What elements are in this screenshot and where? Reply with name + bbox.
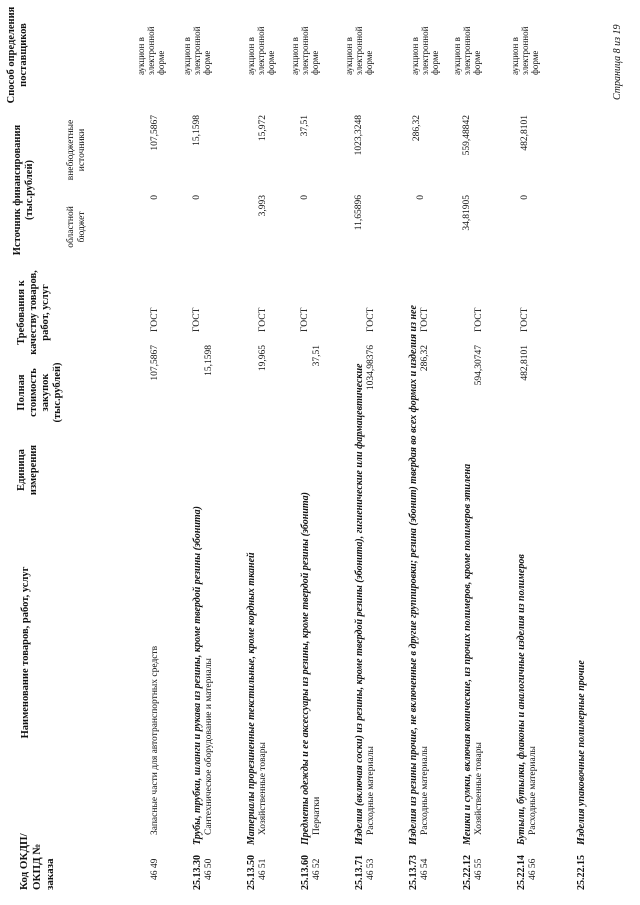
row-regional: 0 <box>150 195 160 200</box>
section-code: 25.22.15 <box>576 855 587 890</box>
row-name: Запасные части для автотранспортных средств <box>150 645 160 835</box>
row-name: Сантехническое оборудование и материалы <box>204 658 214 835</box>
row-cost: 482,8101 <box>520 345 530 381</box>
row-external: 15,1598 <box>192 115 202 146</box>
section-code: 25.22.12 <box>462 855 473 890</box>
row-req: ГОСТ <box>420 307 430 332</box>
header-financing <box>12 115 132 265</box>
row-req: ГОСТ <box>258 307 268 332</box>
row-code: 46 51 <box>258 858 268 880</box>
row-req: ГОСТ <box>520 307 530 332</box>
row-way: аукцион в электронной форме <box>410 26 440 75</box>
row-name: Расходные материалы <box>366 746 376 835</box>
row-req: ГОСТ <box>192 307 202 332</box>
row-req: ГОСТ <box>366 307 376 332</box>
header-unit: Единица измерения <box>16 444 39 496</box>
table-row <box>136 0 166 890</box>
row-external: 482,8101 <box>520 115 530 151</box>
row-cost: 19,965 <box>258 345 268 372</box>
section-code: 25.13.50 <box>246 855 257 890</box>
row-req: ГОСТ <box>300 307 310 332</box>
header-regional-budget: областной бюджет <box>66 206 87 248</box>
header-cost: Полная стоимость закупок (тыс.рублей) <box>16 362 63 423</box>
row-name: Расходные материалы <box>420 746 430 835</box>
row-way: аукцион в электронной форме <box>182 26 212 75</box>
page-number: Страница 8 из 19 <box>612 24 623 100</box>
header-requirements: Требования к качеству товаров, работ, услуг <box>16 270 51 355</box>
row-external: 1023,3248 <box>354 115 364 156</box>
row-req: ГОСТ <box>150 307 160 332</box>
row-external: 37,51 <box>300 115 310 137</box>
header-code: Код ОКДП/ ОКПД № заказа <box>18 833 56 890</box>
row-external: 15,972 <box>258 115 268 142</box>
row-cost: 1034,98376 <box>366 345 376 391</box>
row-code: 46 49 <box>150 858 160 880</box>
row-regional: 3,993 <box>258 195 268 217</box>
row-external: 559,48842 <box>462 115 472 156</box>
row-way: аукцион в электронной форме <box>452 26 482 75</box>
section-code: 25.22.14 <box>516 855 527 890</box>
row-way: аукцион в электронной форме <box>510 26 540 75</box>
section-title: Мешки и сумки, включая конические, из прочих полимеров, кроме полимеров этилена <box>462 463 473 845</box>
header-name: Наименование товаров, работ, услуг <box>20 566 31 739</box>
section-code: 25.13.71 <box>354 855 365 890</box>
row-regional: 11,65896 <box>354 195 364 231</box>
row-code: 46 54 <box>420 858 430 880</box>
section-title: Бутыли, бутылки, флаконы и аналогичные изделия из полимеров <box>516 554 527 845</box>
row-external: 286,32 <box>412 115 422 142</box>
row-code: 46 55 <box>474 858 484 880</box>
section-title: Предметы одежды и ее аксессуары из резины, кроме твердой резины (эбонита) <box>300 491 311 845</box>
row-cost: 286,32 <box>420 345 430 372</box>
header-external-sources: внебюджетные источники <box>66 119 87 181</box>
row-req: ГОСТ <box>474 307 484 332</box>
header-financing-title: Источник финансирования (тыс.рублей) <box>12 124 35 256</box>
row-regional: 34,81905 <box>462 195 472 231</box>
row-external: 107,5867 <box>150 115 160 151</box>
row-cost: 594,30747 <box>474 345 484 386</box>
section-title: Изделия (включая соски) из резины, кроме твердой резины (эбонита), гигиенические или фармацевтические <box>354 363 365 845</box>
section-title: Материалы прорезиненные текстильные, кроме кордных тканей <box>246 552 257 845</box>
row-way: аукцион в электронной форме <box>136 26 166 75</box>
row-cost: 107,5867 <box>150 345 160 381</box>
header-supplier-method: Способ определения поставщиков <box>6 6 29 104</box>
section-title: Изделия упаковочные полимерные прочие <box>576 660 587 845</box>
row-code: 46 50 <box>204 858 214 880</box>
row-cost: 15,1598 <box>204 345 214 376</box>
row-code: 46 56 <box>528 858 538 880</box>
row-regional: 0 <box>416 195 426 200</box>
row-regional: 0 <box>300 195 310 200</box>
row-name: Перчатки <box>312 796 322 835</box>
row-name: Хозяйственные товары <box>474 742 484 835</box>
section-heading <box>576 660 590 890</box>
row-way: аукцион в электронной форме <box>344 26 374 75</box>
row-way: аукцион в электронной форме <box>246 26 276 75</box>
section-title: Изделия из резины прочие, не включенные в другие группировки; резина (эбонит) твердая во всех формах и изделия из нее <box>408 305 419 845</box>
row-regional: 0 <box>192 195 202 200</box>
section-code: 25.13.73 <box>408 855 419 890</box>
row-way: аукцион в электронной форме <box>290 26 320 75</box>
row-cost: 37,51 <box>312 345 322 367</box>
row-code: 46 52 <box>312 858 322 880</box>
row-name: Расходные материалы <box>528 746 538 835</box>
section-code: 25.13.60 <box>300 855 311 890</box>
section-title: Трубы, трубки, шланги и рукава из резины, кроме твердой резины (эбонита) <box>192 506 203 845</box>
row-code: 46 53 <box>366 858 376 880</box>
section-code: 25.13.30 <box>192 855 203 890</box>
row-regional: 0 <box>520 195 530 200</box>
row-name: Хозяйственные товары <box>258 742 268 835</box>
